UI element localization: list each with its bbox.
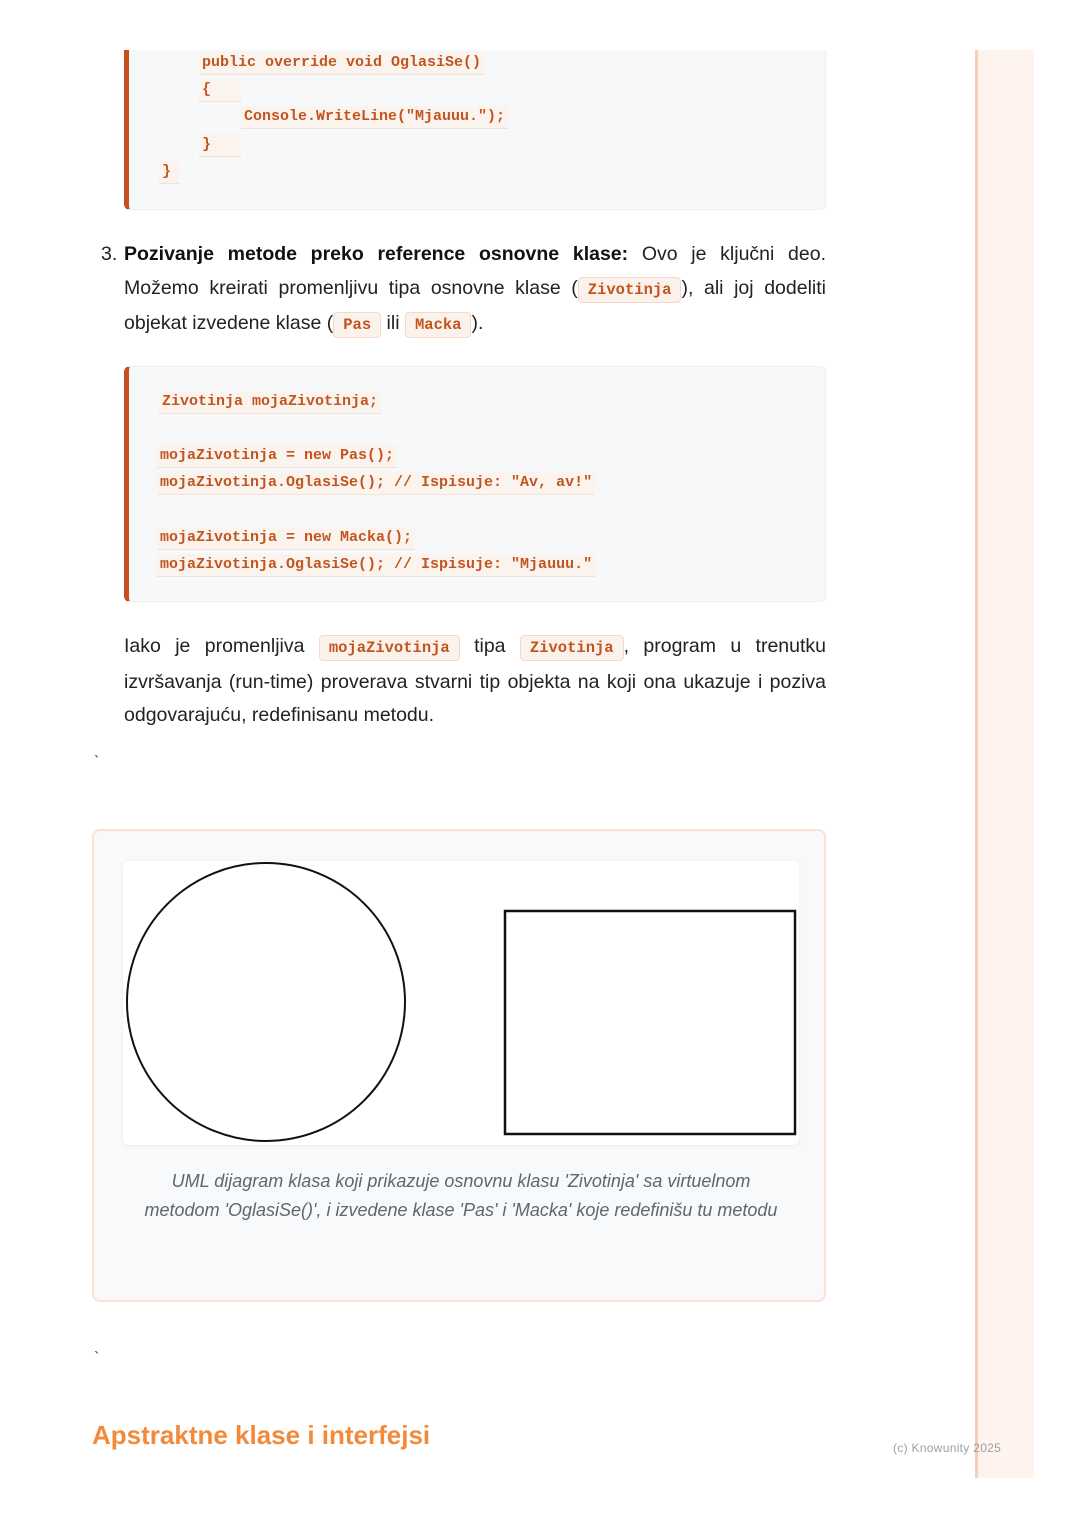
- copyright-footer: (c) Knowunity 2025: [893, 1441, 1002, 1455]
- explanation-text: Iako je promenljiva: [124, 635, 319, 657]
- code-line: }: [199, 134, 241, 157]
- explanation-paragraph: [124, 630, 826, 733]
- step3-paragraph: [124, 238, 826, 343]
- inline-code-mojazivotinja: mojaZivotinja: [319, 635, 460, 661]
- inline-code-zivotinja: Zivotinja: [578, 277, 682, 303]
- rectangle-shape: [505, 911, 795, 1134]
- code-line: mojaZivotinja.OglasiSe(); // Ispisuje: "Av, av!": [157, 472, 595, 495]
- list-number: 3.: [101, 243, 118, 265]
- step3-title: Pozivanje metode preko reference osnovne klase:: [124, 243, 629, 265]
- code-block-override: [124, 50, 826, 210]
- code-line: {: [199, 79, 241, 102]
- step3-text: ).: [471, 312, 484, 334]
- explanation-text: tipa: [459, 635, 520, 657]
- diagram-svg: [123, 861, 799, 1145]
- figure-caption: UML dijagram klasa koji prikazuje osnovnu klasu 'Zivotinja' sa virtuelnom metodom 'OglasiSe()', i izvedene klase 'Pas' i 'Macka' koje redefinišu tu metodu: [144, 1171, 778, 1220]
- code-line: mojaZivotinja.OglasiSe(); // Ispisuje: "Mjauuu.": [157, 554, 595, 577]
- code-line: Zivotinja mojaZivotinja;: [159, 391, 381, 414]
- section-heading: Apstraktne klase i interfejsi: [92, 1420, 431, 1450]
- inline-code-zivotinja: Zivotinja: [520, 635, 624, 661]
- inline-code-macka: Macka: [405, 312, 472, 338]
- inline-code-pas: Pas: [333, 312, 381, 338]
- circle-shape: [127, 863, 405, 1141]
- code-line: mojaZivotinja = new Pas();: [157, 445, 397, 468]
- diagram-canvas: [123, 861, 799, 1145]
- step3-text: ), ali joj dodeliti objekat izvedene klase (: [124, 276, 826, 334]
- right-margin-bar: [975, 50, 1034, 1478]
- step3-text: ili: [381, 312, 405, 334]
- step3-text: Ovo je ključni deo. Možemo kreirati promenljivu tipa osnovne klase (: [124, 243, 826, 299]
- figure-card: [92, 829, 826, 1302]
- separator-mark: `: [94, 1350, 100, 1367]
- code-block-polymorphism: [124, 366, 826, 602]
- code-line: mojaZivotinja = new Macka();: [157, 527, 415, 550]
- code-line: }: [159, 161, 179, 184]
- explanation-text: , program u trenutku izvršavanja (run-time) proverava stvarni tip objekta na koji ona ukazuje i poziva odgovarajuću, redefinisanu metodu.: [124, 635, 827, 726]
- separator-mark: `: [94, 754, 100, 771]
- code-line: Console.WriteLine("Mjauuu.");: [241, 106, 508, 129]
- code-line: public override void OglasiSe(): [199, 52, 484, 75]
